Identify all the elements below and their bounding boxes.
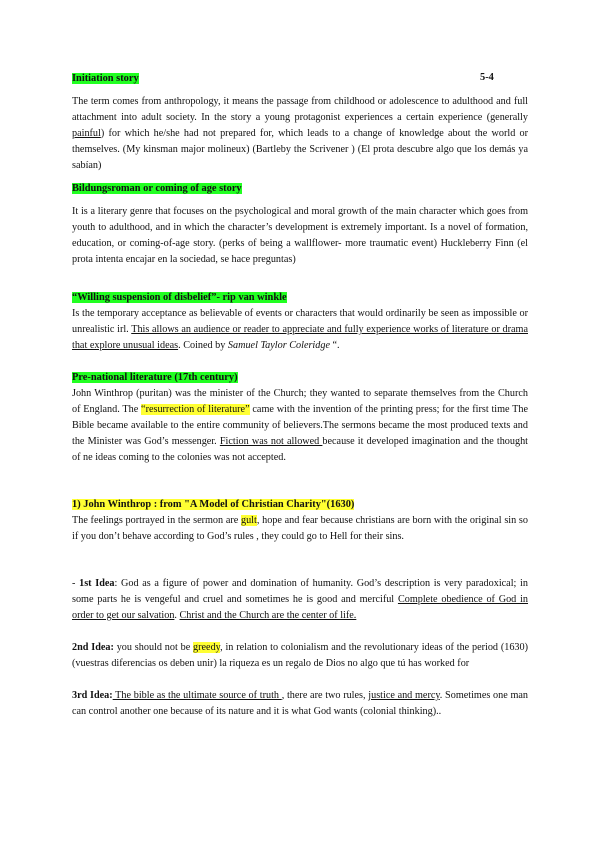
paragraph-text: , in relation to colonialism and the revolutionary ideas of the period (1630) (vuestras diferencias os deben unir) la riqueza es un regalo de Dios no algo que tú has worked for (72, 642, 528, 669)
paragraph-text: you should not be (113, 642, 194, 653)
paragraph-text: , hope and fear because christians are born with the original sin so if you don’t behave according to God’s rules , they could go to Hell for their sins. (72, 515, 528, 542)
paragraph-text: . (174, 610, 180, 621)
paragraph-text: It is a literary genre that focuses on the psychological and moral growth of the main character which goes from youth to adulthood, and in which the character’s development is extremely important. Is a novel of formation, education, or coming-of-age story. (perks of being a wallflower- more traumatic event) Huckleberry Finn (el prota intenta encajar en la sociedad, se hace preguntas) (72, 206, 528, 265)
paragraph-text: “. (329, 340, 340, 351)
paragraph-text: , there are two rules, (281, 690, 369, 701)
paragraph-text: : God as a figure of power and domination of humanity. God’s description is very paradoxical; in some parts he is vengeful and cruel and sometimes he is good and merciful (72, 578, 528, 605)
section-heading-bildungsroman (72, 182, 242, 196)
idea-1-paragraph (72, 576, 528, 624)
pre-national-paragraph (72, 386, 528, 466)
paragraph-text: . Coined by (178, 340, 228, 351)
underlined-text: Complete obedience of God in order to get our salvation (72, 594, 529, 621)
section-heading-pre-national-literature (72, 371, 238, 385)
highlighted-text: “resurrection of literature” (141, 404, 250, 415)
idea-label: 3rd Idea: (72, 690, 113, 701)
idea-label: 2nd Idea: (72, 642, 114, 653)
paragraph-text: John Winthrop (puritan) was the minister of the Church; they wanted to separate themselves from the Church of England. The (72, 388, 528, 415)
initiation-story-paragraph (72, 94, 528, 174)
section-heading-suspension-of-disbelief (72, 291, 287, 305)
underlined-text: painful (72, 128, 101, 139)
suspension-paragraph (72, 306, 528, 354)
initiation-story-title: Initiation story (72, 73, 139, 84)
paragraph-text: ) for which he/she had not prepared for, which leads to a change of knowledge about the world or themselves. (My kinsman major molineux) (Bartleby the Scrivener ) (El prota descubre algo que los demás ya sabían) (72, 128, 528, 171)
highlighted-text: gult (240, 515, 257, 526)
underlined-text: The bible as the ultimate source of truth (112, 690, 282, 701)
paragraph-text: . Sometimes one man can control another one because of its nature and it is what God wants (colonial thinking).. (72, 690, 529, 717)
paragraph-text: The feelings portrayed in the sermon are (72, 515, 241, 526)
bildungsroman-title: Bildungsroman or coming of age story (72, 183, 242, 194)
underlined-text: Fiction was not allowed (219, 436, 323, 447)
paragraph-text: because it developed imagination and the thought of ne ideas coming to the colonies was not accepted. (72, 436, 528, 463)
paragraph-text: The term comes from anthropology, it means the passage from childhood or adolescence to adulthood and full attachment into adult society. In the story a young protagonist experiences a certain experience (generally (72, 96, 528, 123)
underlined-text: This allows an audience or reader to appreciate and fully experience works of literature or drama that explore unusual ideas (72, 324, 528, 351)
paragraph-text: Is the temporary acceptance as believable of events or characters that would ordinarily be seen as impossible or unrealistic irl. (72, 308, 528, 335)
paragraph-text: came with the invention of the printing press; for the first time The Bible became available to the entire community of believers.The sermons became the most produced texts and the Minister was God’s messenger. (72, 404, 529, 447)
bildungsroman-paragraph (72, 204, 528, 268)
underlined-text: justice and mercy (368, 690, 440, 701)
pre-national-title: Pre-national literature (17th century) (72, 372, 238, 383)
highlighted-text: greedy (193, 642, 221, 653)
idea-3-paragraph (72, 688, 528, 720)
suspension-title: “Willing suspension of disbelief”- rip van winkle (72, 292, 287, 303)
idea-label: 1st Idea (79, 578, 115, 589)
page-number: 5-4 (480, 72, 494, 83)
list-dash: - (72, 578, 80, 589)
winthrop-paragraph (72, 513, 528, 545)
winthrop-title: 1) John Winthrop : from "A Model of Christian Charity"(1630) (72, 499, 355, 510)
section-heading-initiation-story (72, 72, 139, 86)
author-name: Samuel Taylor Coleridge (227, 340, 330, 351)
section-heading-john-winthrop (72, 498, 354, 512)
idea-2-paragraph (72, 640, 528, 672)
underlined-text: Christ and the Church are the center of life. (179, 610, 357, 621)
